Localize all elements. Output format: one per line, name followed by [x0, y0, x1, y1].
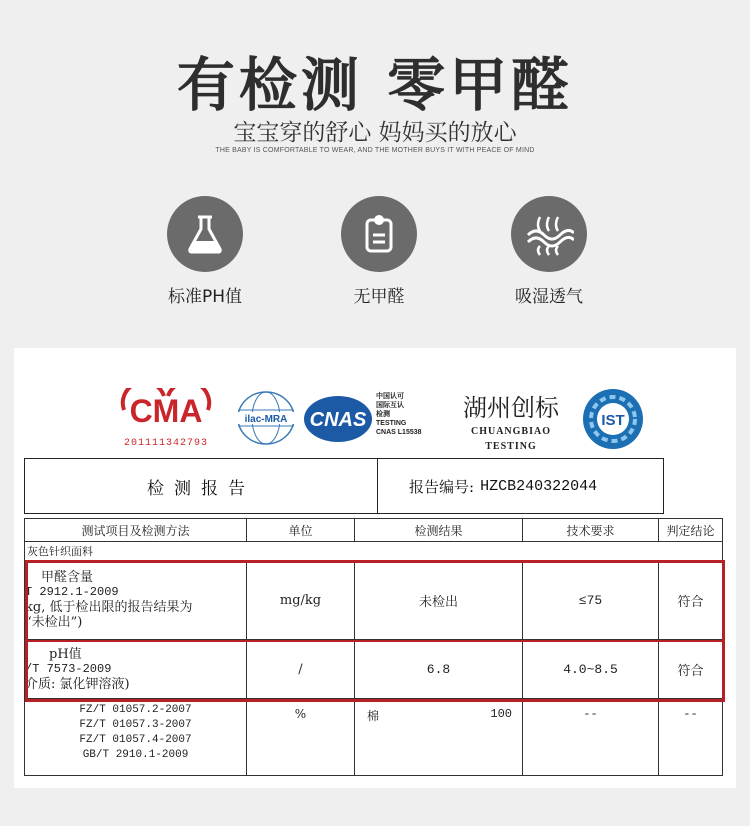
- cnas-text: CNAS: [309, 409, 367, 431]
- cma-logo: [118, 388, 214, 449]
- ist-logo: [580, 386, 646, 456]
- test-method: FZ/T 01057.2-2007 FZ/T 01057.3-2007 FZ/T 01057.4-2007 GB/T 2910.1-2009: [25, 699, 247, 776]
- report-header: [24, 458, 664, 514]
- conclusion-cell: 符合: [659, 640, 723, 699]
- result-cell: 6.8: [355, 640, 523, 699]
- feature-breathable: [489, 196, 609, 307]
- table-row: [25, 561, 723, 640]
- feature-formaldehyde: [319, 196, 439, 307]
- table-header-row: [25, 519, 723, 542]
- column-header: 单位: [247, 519, 355, 542]
- page-title: 有检测 零甲醛: [176, 51, 574, 119]
- requirement-cell: --: [523, 699, 659, 776]
- conclusion-cell: 符合: [659, 561, 723, 640]
- result-cell: 未检出: [355, 561, 523, 640]
- cma-number: 201111342793: [123, 438, 208, 449]
- test-report: [14, 348, 736, 788]
- page-subtitle: 宝宝穿的舒心 妈妈买的放心: [233, 120, 517, 146]
- unit-cell: %: [247, 699, 355, 776]
- cnas-accreditation-text: 中国认可 国际互认 检测 TESTING CNAS L15538: [376, 393, 422, 436]
- cnas-logo: [302, 394, 374, 448]
- feature-label: 标准PH值: [167, 287, 243, 307]
- results-table: [24, 518, 723, 776]
- unit-cell: mg/kg: [247, 561, 355, 640]
- column-header: 测试项目及检测方法: [25, 519, 247, 542]
- conclusion-cell: --: [659, 699, 723, 776]
- clipboard-icon: [341, 196, 417, 272]
- result-cell: 棉 100: [355, 699, 523, 776]
- feature-label: 无甲醛: [353, 287, 405, 307]
- column-header: 检测结果: [355, 519, 523, 542]
- test-method: 甲醛含量 T 2912.1-2009 kg, 低于检出限的报告结果为 “未检出”): [25, 561, 247, 640]
- requirement-cell: ≤75: [523, 561, 659, 640]
- column-header: 技术要求: [523, 519, 659, 542]
- flask-icon: [167, 196, 243, 272]
- test-method: pH值 /T 7573-2009 介质: 氯化钾溶液): [25, 640, 247, 699]
- report-number: 报告编号: HZCB240322044: [409, 477, 598, 496]
- ist-text: IST: [601, 412, 625, 429]
- page-tagline: THE BABY IS COMFORTABLE TO WEAR, AND THE MOTHER BUYS IT WITH PEACE OF MIND: [215, 147, 535, 154]
- table-row: [25, 699, 723, 776]
- feature-ph: [145, 196, 265, 307]
- sample-category: 灰色针织面料: [25, 542, 723, 561]
- feature-label: 吸湿透气: [515, 287, 583, 307]
- unit-cell: /: [247, 640, 355, 699]
- lab-name: 湖州创标 CHUANGBIAO TESTING: [463, 394, 559, 452]
- cma-text: CMA: [129, 393, 203, 429]
- breathable-fabric-icon: [511, 196, 587, 272]
- column-header: 判定结论: [659, 519, 723, 542]
- ilac-text: ilac-MRA: [244, 414, 288, 425]
- ilac-mra-logo: [234, 390, 298, 450]
- certification-logos: [14, 348, 736, 458]
- table-row: [25, 640, 723, 699]
- requirement-cell: 4.0~8.5: [523, 640, 659, 699]
- report-title: 检测报告: [25, 459, 378, 513]
